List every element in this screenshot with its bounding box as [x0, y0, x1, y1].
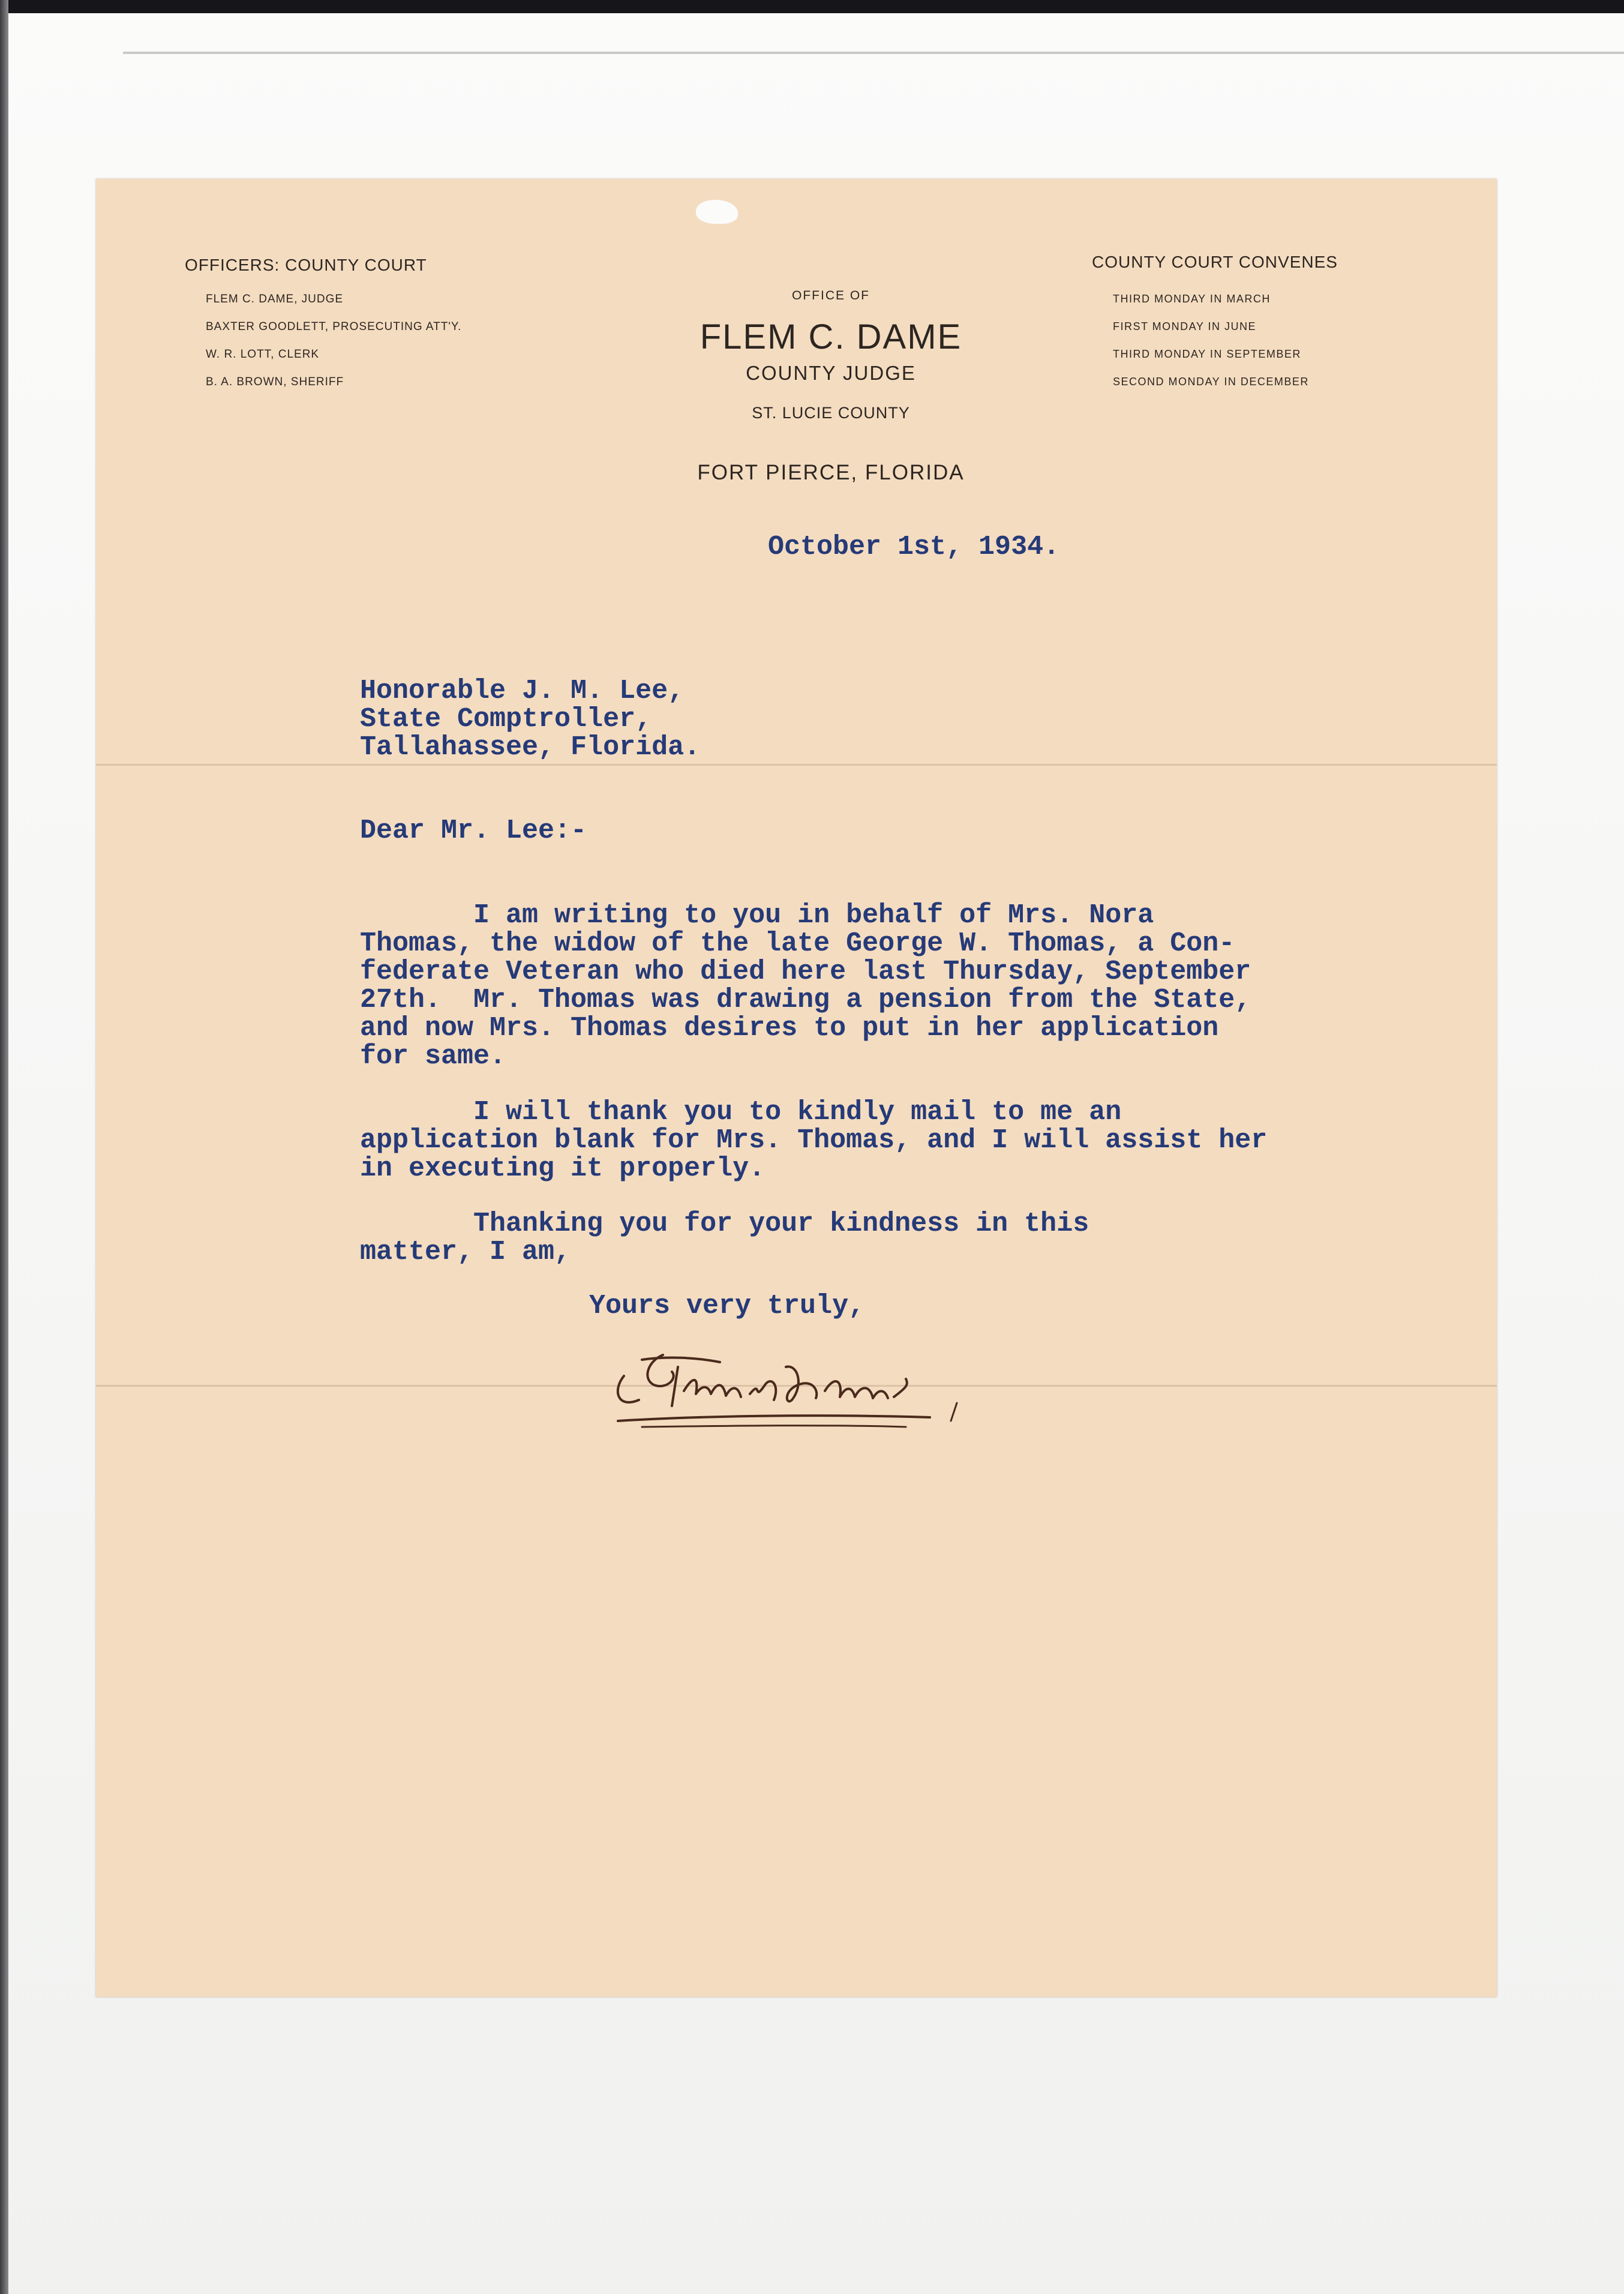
session-item: THIRD MONDAY IN SEPTEMBER: [1113, 348, 1301, 360]
salutation: Dear Mr. Lee:-: [360, 815, 587, 846]
body-paragraph: I will thank you to kindly mail to me an application blank for Mrs. Thomas, and I will assist her in executing it properly.: [360, 1097, 1268, 1184]
handwritten-signature: [606, 1343, 996, 1433]
officers-list: [206, 293, 461, 403]
recipient-address: Honorable J. M. Lee, State Comptroller, Tallahassee, Florida.: [360, 676, 701, 763]
letter-paper: [96, 179, 1497, 1997]
officer-item: FLEM C. DAME, JUDGE: [206, 293, 344, 305]
judge-name: FLEM C. DAME: [700, 317, 962, 356]
officer-item: BAXTER GOODLETT, PROSECUTING ATT'Y.: [206, 320, 462, 333]
body-paragraph: I am writing to you in behalf of Mrs. Nora Thomas, the widow of the late George W. Thomas, a Con- federate Veteran who died here last Thursday, September 27th. Mr. Thomas was drawing a pension from the State, and now Mrs. Thomas desires to put in her application for same.: [360, 900, 1251, 1072]
closing: Yours very truly,: [589, 1291, 865, 1321]
city-name: FORT PIERCE, FLORIDA: [697, 461, 965, 484]
session-item: THIRD MONDAY IN MARCH: [1113, 293, 1271, 305]
office-of-label: OFFICE OF: [792, 289, 870, 302]
session-item: FIRST MONDAY IN JUNE: [1113, 320, 1257, 332]
session-item: SECOND MONDAY IN DECEMBER: [1113, 376, 1309, 388]
fold-crease: [96, 764, 1497, 766]
paper-tear: [696, 200, 738, 224]
mount-edge: [123, 52, 1624, 54]
scanner-left-edge: [0, 0, 8, 2294]
officers-title: OFFICERS: COUNTY COURT: [185, 256, 427, 274]
officer-item: W. R. LOTT, CLERK: [206, 348, 320, 361]
officer-item: B. A. BROWN, SHERIFF: [206, 376, 344, 388]
letter-date: October 1st, 1934.: [768, 532, 1060, 562]
county-name: ST. LUCIE COUNTY: [752, 404, 910, 422]
judge-title: COUNTY JUDGE: [746, 362, 916, 384]
sessions-list: [1113, 293, 1309, 403]
scanner-top-edge: [0, 0, 1624, 13]
body-paragraph: Thanking you for your kindness in this matter, I am,: [360, 1209, 1089, 1267]
convenes-title: COUNTY COURT CONVENES: [1092, 253, 1338, 271]
